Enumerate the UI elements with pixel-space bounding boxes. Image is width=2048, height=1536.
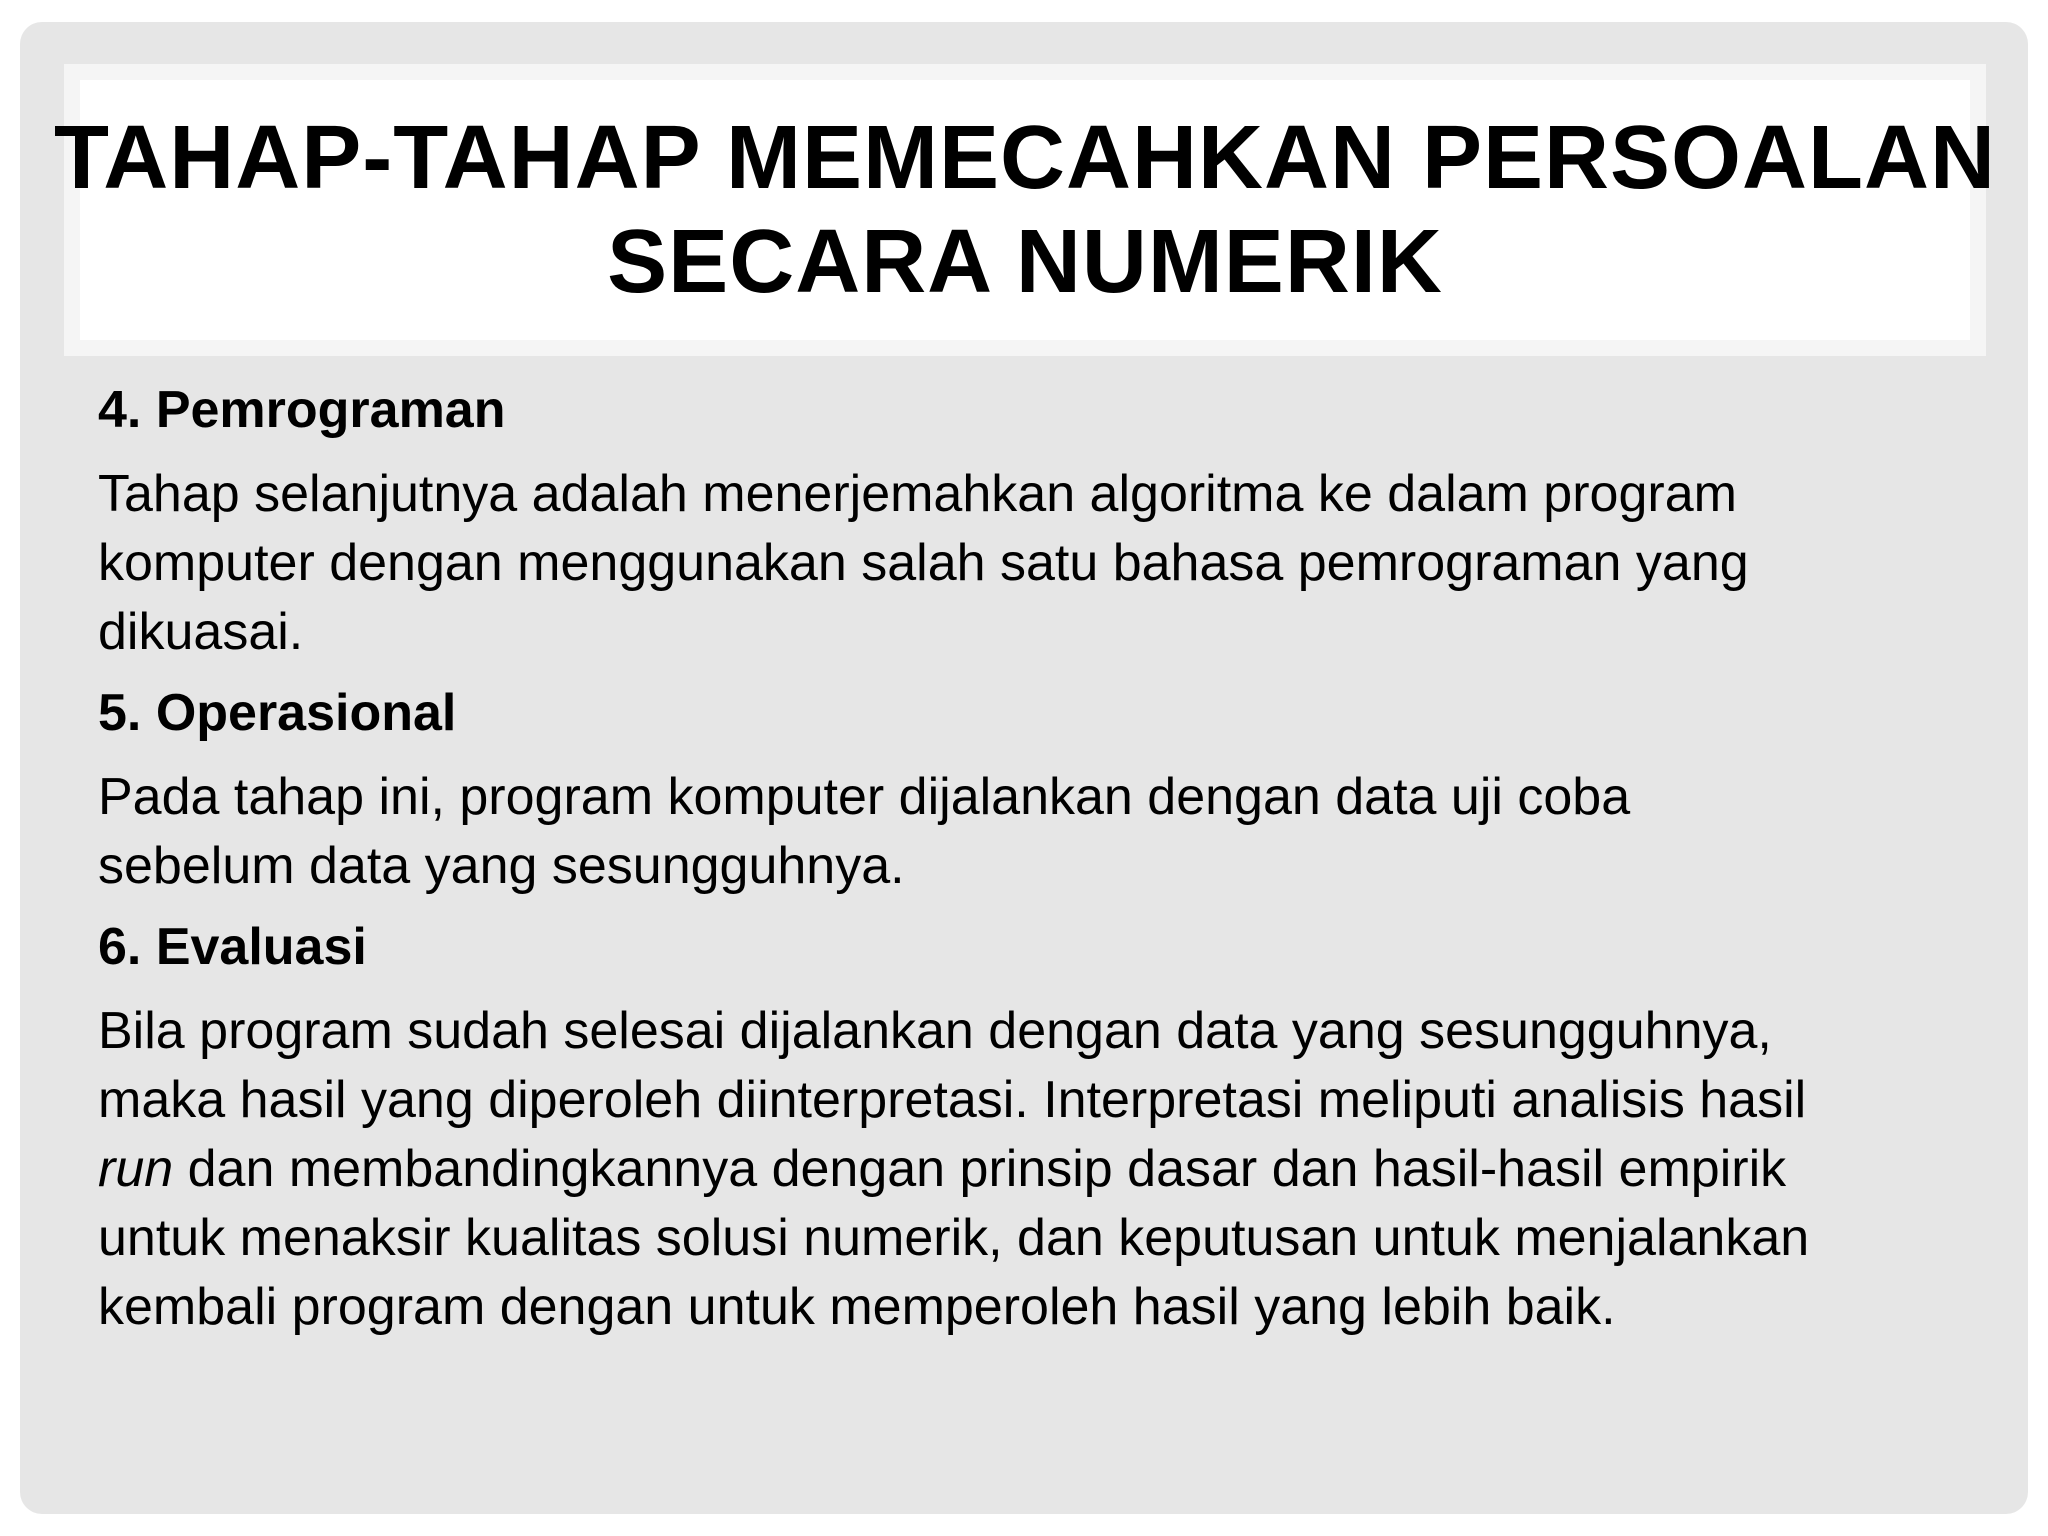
section-heading-operasional: 5. Operasional [98, 684, 457, 742]
section-body-evaluasi [98, 997, 1998, 1342]
slide [20, 22, 2028, 1514]
italic-term-run: run [98, 1140, 174, 1198]
slide-content [98, 374, 1998, 1352]
body-line: dan membandingkannya dengan prinsip dasar dan hasil-hasil empirik [187, 1140, 1787, 1198]
body-line: Bila program sudah selesai dijalankan dengan data yang sesungguhnya, [98, 1002, 1772, 1060]
section-body-operasional [98, 763, 1998, 901]
body-line: sebelum data yang sesungguhnya. [98, 837, 905, 895]
title-box [54, 64, 1996, 356]
section-heading-pemrograman: 4. Pemrograman [98, 381, 506, 439]
slide-title-line-1: TAHAP-TAHAP MEMECAHKAN PERSOALAN [54, 108, 1996, 208]
body-line: dikuasai. [98, 603, 304, 661]
body-line: maka hasil yang diperoleh diinterpretasi. Interpretasi meliputi analisis hasil [98, 1071, 1807, 1129]
body-line: Tahap selanjutnya adalah menerjemahkan algoritma ke dalam program [98, 465, 1737, 523]
body-line: komputer dengan menggunakan salah satu bahasa pemrograman yang [98, 534, 1749, 592]
body-line: Pada tahap ini, program komputer dijalankan dengan data uji coba [98, 768, 1631, 826]
slide-title-line-2: SECARA NUMERIK [607, 212, 1443, 312]
body-line: untuk menaksir kualitas solusi numerik, dan keputusan untuk menjalankan [98, 1209, 1810, 1267]
body-line: kembali program dengan untuk memperoleh hasil yang lebih baik. [98, 1278, 1616, 1336]
section-body-pemrograman [98, 460, 1998, 667]
slide-title [54, 106, 1996, 314]
section-heading-evaluasi: 6. Evaluasi [98, 918, 367, 976]
